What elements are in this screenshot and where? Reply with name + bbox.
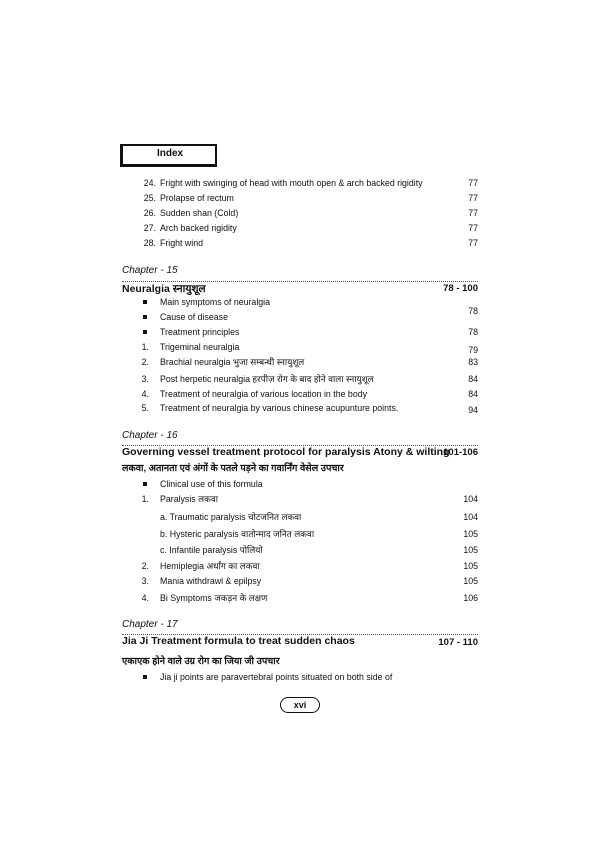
chapter-title: Governing vessel treatment protocol for paralysis Atony & wilting: [122, 446, 450, 458]
chapter-hindi-title: लकवा, अतानता एवं अंगों के पतले पड़ने का गवार्निंग वेसेल उपचार: [122, 463, 344, 474]
list-item: 4. Treatment of neuralgia of various location in the body 84: [141, 389, 478, 399]
index-header-label: Index: [157, 148, 184, 159]
list-item: c. Infantile paralysis पोलियो 105: [160, 545, 478, 555]
chapter-page-range: 101-106: [443, 447, 478, 458]
list-item: Main symptoms of neuralgia: [0, 295, 598, 309]
index-header-box: [120, 144, 217, 167]
chapter-page-range: 78 - 100: [443, 283, 478, 294]
chapter-page-range: 107 - 110: [438, 637, 478, 648]
list-item: 3. Mania withdrawl & epilpsy 105: [141, 576, 478, 586]
bullet-icon: [143, 300, 147, 304]
list-item: b. Hysteric paralysis वातोन्माद जनित लकवा 105: [160, 529, 478, 539]
list-item: 5. Treatment of neuralgia by various chinese acupunture points. 94: [141, 403, 478, 415]
bullet-icon: [143, 315, 147, 319]
list-item: 2. Hemiplegia अर्धांग का लकवा 105: [141, 561, 478, 571]
bullet-icon: [143, 330, 147, 334]
list-item: 1. Paralysis लकवा 104: [141, 494, 478, 504]
chapter-label: Chapter - 15: [122, 265, 178, 276]
chapter-title: Jia Ji Treatment formula to treat sudden chaos: [122, 635, 355, 647]
chapter-hindi-title: एकाएक होने वाले उग्र रोग का जिया जी उपचार: [122, 656, 280, 667]
list-item: 28. Fright wind 77: [143, 238, 478, 248]
bullet-icon: [143, 675, 147, 679]
list-item: 25. Prolapse of rectum 77: [143, 193, 478, 203]
chapter-label: Chapter - 16: [122, 430, 178, 441]
chapter-label: Chapter - 17: [122, 619, 178, 630]
list-item: Jia ji points are paravertebral points situated on both side of: [0, 670, 598, 684]
list-item: 24. Fright with swinging of head with mouth open & arch backed rigidity 77: [143, 178, 478, 188]
list-item: Clinical use of this formula: [0, 477, 598, 491]
chapter-title: Neuralgia स्नायुशूल: [122, 283, 206, 295]
list-item: Cause of disease 78: [0, 310, 598, 324]
list-item: 26. Sudden shan (Cold) 77: [143, 208, 478, 218]
page-number: xvi: [280, 697, 320, 713]
list-item: 4. Bi Symptoms जकड़न के लक्षण 106: [141, 593, 478, 603]
list-item: Treatment principles 78: [0, 325, 598, 339]
list-item: 3. Post herpetic neuralgia हरपीज़ रोग के बाद होने वाला स्नायुशूल 84: [141, 374, 478, 384]
list-item: 27. Arch backed rigidity 77: [143, 223, 478, 233]
list-item: a. Traumatic paralysis चोटजनित लकवा 104: [160, 512, 478, 522]
list-item: 1. Trigeminal neuralgia 79: [141, 342, 478, 355]
list-item: 2. Brachial neuralgia भुजा सम्बन्धी स्नायुशूल 83: [141, 357, 478, 367]
bullet-icon: [143, 482, 147, 486]
